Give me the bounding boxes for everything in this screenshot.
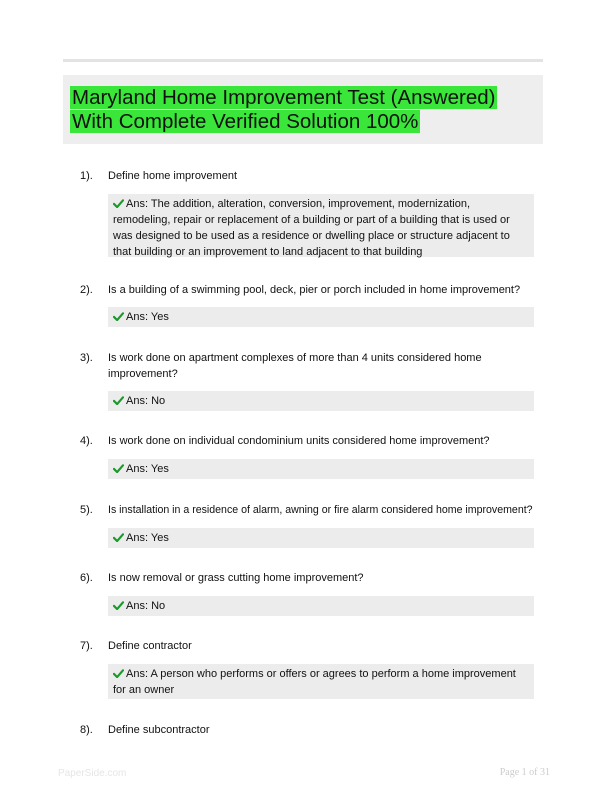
answer-5 (108, 528, 534, 548)
answer-text: Ans: No (126, 395, 166, 407)
answer-text: Ans: The addition, alteration, conversion, improvement, modernization, remodeling, repair or replacement of a building or part of a building that is used or was designed to be used as a residence or dwelling place or structure adjacent to that building or an improvement to land adjacent to that building (113, 198, 510, 258)
answer-4 (108, 459, 534, 479)
question-number: 6). (80, 572, 93, 584)
top-divider (63, 59, 543, 62)
question-text: Define subcontractor (108, 724, 210, 736)
answer-text: Ans: Yes (126, 463, 169, 475)
answer-text: Ans: No (126, 600, 166, 612)
answer-text: Ans: Yes (126, 311, 169, 323)
check-icon (113, 312, 124, 321)
answer-text: Ans: Yes (126, 532, 169, 544)
question-text: Is work done on apartment complexes of more than 4 units considered home improvement? (108, 352, 482, 380)
question-number: 4). (80, 435, 93, 447)
answer-3 (108, 391, 534, 411)
answer-1 (108, 194, 534, 257)
question-text: Is a building of a swimming pool, deck, pier or porch included in home improvement? (108, 284, 521, 296)
question-number: 5). (80, 504, 93, 516)
document-title: Maryland Home Improvement Test (Answered) With Complete Verified Solution 100% (72, 86, 496, 133)
question-text: Is work done on individual condominium units considered home improvement? (108, 435, 490, 447)
answer-7 (108, 664, 534, 699)
check-icon (113, 199, 124, 208)
check-icon (113, 533, 124, 542)
question-number: 7). (80, 640, 93, 652)
question-text: Is installation in a residence of alarm, awning or fire alarm considered home improvement? (108, 504, 533, 516)
footer-site: PaperSide.com (58, 768, 127, 779)
question-number: 2). (80, 284, 93, 296)
answer-6 (108, 596, 534, 616)
question-number: 1). (80, 170, 93, 182)
question-text: Is now removal or grass cutting home improvement? (108, 572, 364, 584)
question-number: 3). (80, 352, 93, 364)
check-icon (113, 601, 124, 610)
check-icon (113, 464, 124, 473)
check-icon (113, 669, 124, 678)
page-number: Page 1 of 31 (499, 767, 550, 778)
question-text: Define contractor (108, 640, 192, 652)
question-text: Define home improvement (108, 170, 238, 182)
answer-2 (108, 307, 534, 327)
check-icon (113, 396, 124, 405)
answer-text: Ans: A person who performs or offers or agrees to perform a home improvement for an owner (113, 668, 516, 696)
question-number: 8). (80, 724, 93, 736)
